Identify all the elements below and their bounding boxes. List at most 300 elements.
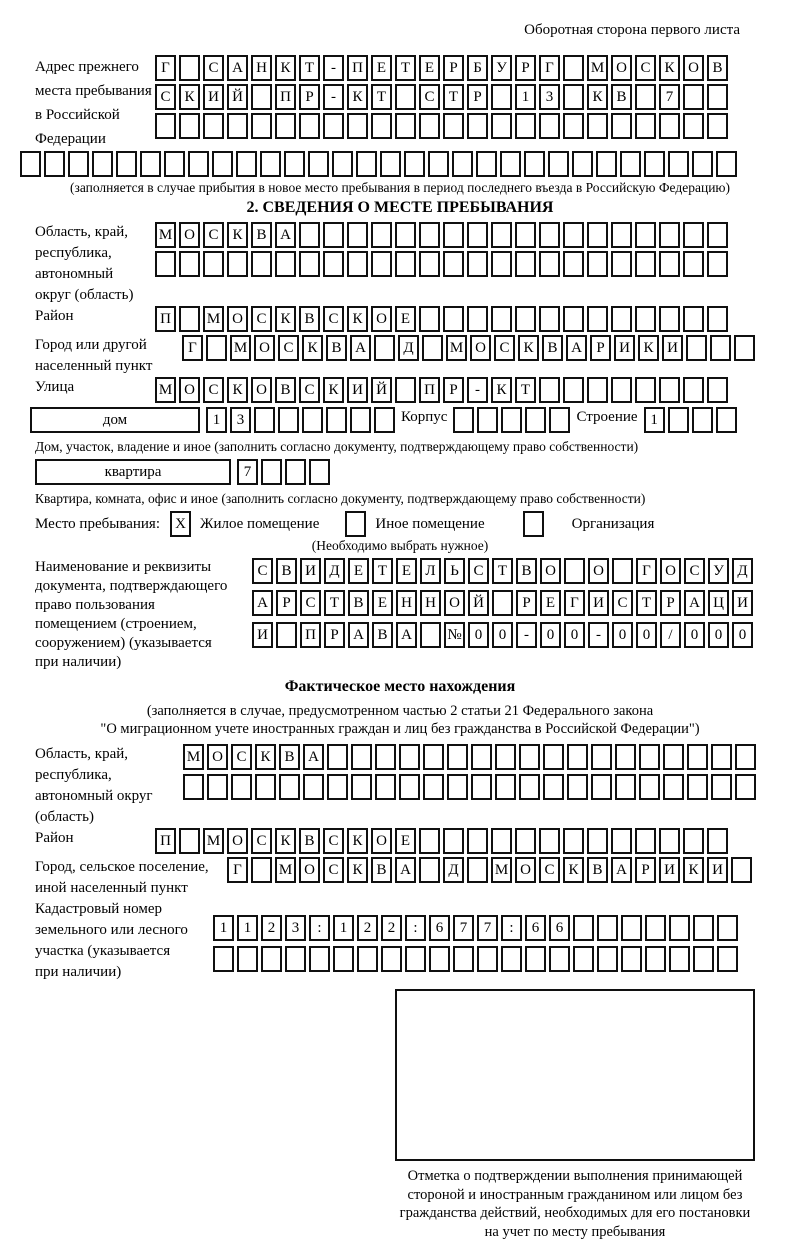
char-cell[interactable]: С	[300, 590, 321, 616]
char-cell[interactable]: №	[444, 622, 465, 648]
char-cell[interactable]: О	[540, 558, 561, 584]
char-cell[interactable]	[491, 84, 512, 110]
char-cell[interactable]: О	[227, 306, 248, 332]
char-cell[interactable]	[420, 622, 441, 648]
char-cell[interactable]	[443, 251, 464, 277]
char-cell[interactable]	[716, 151, 737, 177]
char-cell[interactable]	[693, 915, 714, 941]
char-cell[interactable]: В	[251, 222, 272, 248]
char-cell[interactable]: 0	[612, 622, 633, 648]
char-cell[interactable]	[491, 222, 512, 248]
char-cell[interactable]	[683, 113, 704, 139]
char-cell[interactable]: С	[203, 55, 224, 81]
char-cell[interactable]	[639, 774, 660, 800]
char-cell[interactable]	[669, 915, 690, 941]
char-cell[interactable]: П	[347, 55, 368, 81]
char-cell[interactable]: С	[203, 222, 224, 248]
char-cell[interactable]: К	[491, 377, 512, 403]
char-cell[interactable]: -	[516, 622, 537, 648]
char-cell[interactable]: -	[323, 55, 344, 81]
char-cell[interactable]: К	[518, 335, 539, 361]
char-cell[interactable]	[659, 828, 680, 854]
char-cell[interactable]: 1	[515, 84, 536, 110]
char-cell[interactable]	[707, 222, 728, 248]
char-cell[interactable]	[212, 151, 233, 177]
char-cell[interactable]	[179, 55, 200, 81]
char-cell[interactable]	[563, 377, 584, 403]
char-cell[interactable]	[683, 251, 704, 277]
char-cell[interactable]: Т	[443, 84, 464, 110]
char-cell[interactable]: Р	[443, 55, 464, 81]
char-cell[interactable]	[279, 774, 300, 800]
char-cell[interactable]	[276, 622, 297, 648]
char-cell[interactable]	[591, 744, 612, 770]
char-cell[interactable]: М	[155, 377, 176, 403]
char-cell[interactable]: 0	[708, 622, 729, 648]
char-cell[interactable]: Р	[515, 55, 536, 81]
char-cell[interactable]: С	[203, 377, 224, 403]
char-cell[interactable]: И	[252, 622, 273, 648]
char-cell[interactable]	[491, 113, 512, 139]
char-cell[interactable]: Г	[539, 55, 560, 81]
char-cell[interactable]	[20, 151, 41, 177]
char-cell[interactable]	[467, 857, 488, 883]
char-cell[interactable]	[710, 335, 731, 361]
char-cell[interactable]	[395, 377, 416, 403]
char-cell[interactable]	[203, 251, 224, 277]
char-cell[interactable]	[332, 151, 353, 177]
char-cell[interactable]	[563, 828, 584, 854]
char-cell[interactable]: Т	[395, 55, 416, 81]
char-cell[interactable]	[539, 222, 560, 248]
char-cell[interactable]: С	[231, 744, 252, 770]
char-cell[interactable]	[707, 377, 728, 403]
char-cell[interactable]: С	[278, 335, 299, 361]
char-cell[interactable]: Д	[398, 335, 419, 361]
char-cell[interactable]: И	[659, 857, 680, 883]
char-cell[interactable]	[371, 251, 392, 277]
char-cell[interactable]	[308, 151, 329, 177]
char-cell[interactable]	[443, 306, 464, 332]
char-cell[interactable]: 7	[237, 459, 258, 485]
char-cell[interactable]	[635, 251, 656, 277]
char-cell[interactable]	[621, 946, 642, 972]
char-cell[interactable]: В	[516, 558, 537, 584]
char-cell[interactable]: 1	[644, 407, 665, 433]
char-cell[interactable]: В	[275, 377, 296, 403]
char-cell[interactable]	[428, 151, 449, 177]
char-cell[interactable]	[404, 151, 425, 177]
char-cell[interactable]: И	[614, 335, 635, 361]
char-cell[interactable]: В	[276, 558, 297, 584]
house-type-box[interactable]: дом	[30, 407, 200, 433]
char-cell[interactable]	[717, 915, 738, 941]
char-cell[interactable]: О	[207, 744, 228, 770]
char-cell[interactable]	[347, 222, 368, 248]
char-cell[interactable]	[591, 774, 612, 800]
char-cell[interactable]	[477, 946, 498, 972]
char-cell[interactable]	[278, 407, 299, 433]
char-cell[interactable]	[683, 828, 704, 854]
char-cell[interactable]: В	[299, 828, 320, 854]
char-cell[interactable]	[635, 84, 656, 110]
char-cell[interactable]	[543, 774, 564, 800]
char-cell[interactable]: Е	[372, 590, 393, 616]
char-cell[interactable]: Г	[227, 857, 248, 883]
char-cell[interactable]: К	[275, 55, 296, 81]
char-cell[interactable]	[501, 946, 522, 972]
char-cell[interactable]	[596, 151, 617, 177]
char-cell[interactable]	[735, 744, 756, 770]
char-cell[interactable]	[597, 915, 618, 941]
char-cell[interactable]	[453, 407, 474, 433]
char-cell[interactable]	[333, 946, 354, 972]
char-cell[interactable]: М	[275, 857, 296, 883]
char-cell[interactable]: Р	[276, 590, 297, 616]
char-cell[interactable]: К	[227, 222, 248, 248]
char-cell[interactable]	[371, 113, 392, 139]
char-cell[interactable]	[92, 151, 113, 177]
checkbox-other-premises[interactable]	[345, 511, 366, 537]
char-cell[interactable]: С	[684, 558, 705, 584]
char-cell[interactable]	[563, 55, 584, 81]
char-cell[interactable]	[68, 151, 89, 177]
char-cell[interactable]	[285, 459, 306, 485]
char-cell[interactable]: Е	[396, 558, 417, 584]
char-cell[interactable]	[495, 744, 516, 770]
char-cell[interactable]: 3	[285, 915, 306, 941]
char-cell[interactable]	[492, 590, 513, 616]
char-cell[interactable]	[572, 151, 593, 177]
char-cell[interactable]	[687, 744, 708, 770]
char-cell[interactable]	[179, 828, 200, 854]
char-cell[interactable]: В	[348, 590, 369, 616]
char-cell[interactable]	[539, 306, 560, 332]
char-cell[interactable]	[188, 151, 209, 177]
checkbox-residential-premises[interactable]: X	[170, 511, 191, 537]
char-cell[interactable]: В	[542, 335, 563, 361]
char-cell[interactable]	[374, 335, 395, 361]
char-cell[interactable]: И	[300, 558, 321, 584]
char-cell[interactable]	[255, 774, 276, 800]
char-cell[interactable]	[707, 828, 728, 854]
char-cell[interactable]: Б	[467, 55, 488, 81]
char-cell[interactable]	[116, 151, 137, 177]
char-cell[interactable]: К	[275, 306, 296, 332]
char-cell[interactable]	[611, 377, 632, 403]
char-cell[interactable]: М	[491, 857, 512, 883]
char-cell[interactable]	[251, 251, 272, 277]
char-cell[interactable]	[443, 113, 464, 139]
char-cell[interactable]	[587, 828, 608, 854]
char-cell[interactable]	[251, 113, 272, 139]
char-cell[interactable]: М	[203, 828, 224, 854]
char-cell[interactable]: О	[470, 335, 491, 361]
char-cell[interactable]: К	[638, 335, 659, 361]
char-cell[interactable]: Е	[540, 590, 561, 616]
char-cell[interactable]	[731, 857, 752, 883]
char-cell[interactable]	[183, 774, 204, 800]
char-cell[interactable]: П	[419, 377, 440, 403]
char-cell[interactable]	[611, 113, 632, 139]
char-cell[interactable]	[251, 857, 272, 883]
char-cell[interactable]	[573, 915, 594, 941]
char-cell[interactable]: Р	[443, 377, 464, 403]
char-cell[interactable]	[395, 222, 416, 248]
char-cell[interactable]: А	[566, 335, 587, 361]
char-cell[interactable]: С	[323, 857, 344, 883]
char-cell[interactable]: 1	[213, 915, 234, 941]
char-cell[interactable]: Е	[419, 55, 440, 81]
char-cell[interactable]	[707, 113, 728, 139]
char-cell[interactable]: Е	[395, 306, 416, 332]
char-cell[interactable]	[500, 151, 521, 177]
char-cell[interactable]: 0	[732, 622, 753, 648]
char-cell[interactable]: А	[348, 622, 369, 648]
char-cell[interactable]	[302, 407, 323, 433]
char-cell[interactable]	[644, 151, 665, 177]
char-cell[interactable]	[467, 251, 488, 277]
char-cell[interactable]: О	[254, 335, 275, 361]
char-cell[interactable]: Р	[467, 84, 488, 110]
char-cell[interactable]	[645, 915, 666, 941]
char-cell[interactable]	[467, 828, 488, 854]
char-cell[interactable]	[615, 774, 636, 800]
char-cell[interactable]	[563, 251, 584, 277]
char-cell[interactable]: Е	[395, 828, 416, 854]
char-cell[interactable]: О	[371, 828, 392, 854]
char-cell[interactable]	[419, 113, 440, 139]
char-cell[interactable]: И	[588, 590, 609, 616]
char-cell[interactable]: К	[587, 84, 608, 110]
char-cell[interactable]	[351, 744, 372, 770]
char-cell[interactable]	[303, 774, 324, 800]
char-cell[interactable]	[275, 113, 296, 139]
char-cell[interactable]: 6	[549, 915, 570, 941]
char-cell[interactable]: О	[251, 377, 272, 403]
char-cell[interactable]	[347, 113, 368, 139]
char-cell[interactable]	[155, 251, 176, 277]
char-cell[interactable]: Г	[564, 590, 585, 616]
char-cell[interactable]	[659, 251, 680, 277]
char-cell[interactable]	[231, 774, 252, 800]
char-cell[interactable]: А	[303, 744, 324, 770]
char-cell[interactable]: Д	[324, 558, 345, 584]
char-cell[interactable]: П	[275, 84, 296, 110]
char-cell[interactable]	[692, 407, 713, 433]
char-cell[interactable]	[213, 946, 234, 972]
char-cell[interactable]: 3	[230, 407, 251, 433]
char-cell[interactable]: Д	[443, 857, 464, 883]
char-cell[interactable]: 0	[540, 622, 561, 648]
char-cell[interactable]	[423, 774, 444, 800]
char-cell[interactable]	[299, 113, 320, 139]
char-cell[interactable]	[323, 251, 344, 277]
char-cell[interactable]: П	[155, 306, 176, 332]
char-cell[interactable]	[587, 251, 608, 277]
char-cell[interactable]	[539, 377, 560, 403]
char-cell[interactable]	[539, 251, 560, 277]
char-cell[interactable]: К	[347, 306, 368, 332]
char-cell[interactable]: К	[227, 377, 248, 403]
char-cell[interactable]: М	[183, 744, 204, 770]
char-cell[interactable]: О	[227, 828, 248, 854]
char-cell[interactable]: Е	[348, 558, 369, 584]
char-cell[interactable]: Н	[396, 590, 417, 616]
char-cell[interactable]: Ц	[708, 590, 729, 616]
char-cell[interactable]	[515, 251, 536, 277]
char-cell[interactable]	[419, 251, 440, 277]
char-cell[interactable]: О	[611, 55, 632, 81]
char-cell[interactable]	[419, 828, 440, 854]
char-cell[interactable]: В	[587, 857, 608, 883]
char-cell[interactable]	[612, 558, 633, 584]
char-cell[interactable]	[548, 151, 569, 177]
char-cell[interactable]: А	[227, 55, 248, 81]
char-cell[interactable]: 3	[539, 84, 560, 110]
char-cell[interactable]	[563, 222, 584, 248]
char-cell[interactable]: Т	[371, 84, 392, 110]
char-cell[interactable]: М	[155, 222, 176, 248]
char-cell[interactable]	[467, 113, 488, 139]
char-cell[interactable]	[659, 113, 680, 139]
char-cell[interactable]	[299, 222, 320, 248]
char-cell[interactable]	[611, 828, 632, 854]
char-cell[interactable]	[323, 222, 344, 248]
char-cell[interactable]	[350, 407, 371, 433]
char-cell[interactable]: А	[396, 622, 417, 648]
char-cell[interactable]: А	[395, 857, 416, 883]
char-cell[interactable]	[519, 744, 540, 770]
char-cell[interactable]: У	[708, 558, 729, 584]
char-cell[interactable]	[206, 335, 227, 361]
char-cell[interactable]	[683, 377, 704, 403]
char-cell[interactable]: С	[155, 84, 176, 110]
char-cell[interactable]	[539, 113, 560, 139]
char-cell[interactable]: Г	[636, 558, 657, 584]
char-cell[interactable]	[683, 84, 704, 110]
char-cell[interactable]	[422, 335, 443, 361]
char-cell[interactable]: С	[299, 377, 320, 403]
char-cell[interactable]: Й	[468, 590, 489, 616]
char-cell[interactable]	[471, 744, 492, 770]
char-cell[interactable]	[687, 774, 708, 800]
char-cell[interactable]: У	[491, 55, 512, 81]
char-cell[interactable]	[380, 151, 401, 177]
char-cell[interactable]: С	[323, 306, 344, 332]
char-cell[interactable]	[635, 222, 656, 248]
char-cell[interactable]: 6	[429, 915, 450, 941]
char-cell[interactable]	[659, 306, 680, 332]
char-cell[interactable]: 1	[237, 915, 258, 941]
char-cell[interactable]	[563, 84, 584, 110]
char-cell[interactable]	[716, 407, 737, 433]
char-cell[interactable]	[587, 222, 608, 248]
char-cell[interactable]: К	[275, 828, 296, 854]
char-cell[interactable]	[683, 222, 704, 248]
char-cell[interactable]	[549, 407, 570, 433]
char-cell[interactable]: В	[299, 306, 320, 332]
char-cell[interactable]: Т	[372, 558, 393, 584]
char-cell[interactable]	[323, 113, 344, 139]
char-cell[interactable]	[491, 251, 512, 277]
char-cell[interactable]	[227, 251, 248, 277]
char-cell[interactable]: О	[179, 222, 200, 248]
char-cell[interactable]	[476, 151, 497, 177]
char-cell[interactable]	[405, 946, 426, 972]
char-cell[interactable]: В	[326, 335, 347, 361]
char-cell[interactable]: Й	[371, 377, 392, 403]
char-cell[interactable]: В	[371, 857, 392, 883]
char-cell[interactable]	[207, 774, 228, 800]
char-cell[interactable]: К	[683, 857, 704, 883]
char-cell[interactable]: С	[419, 84, 440, 110]
char-cell[interactable]	[711, 744, 732, 770]
char-cell[interactable]	[707, 251, 728, 277]
char-cell[interactable]	[668, 151, 689, 177]
char-cell[interactable]: П	[300, 622, 321, 648]
char-cell[interactable]	[419, 857, 440, 883]
char-cell[interactable]: -	[467, 377, 488, 403]
char-cell[interactable]: О	[683, 55, 704, 81]
char-cell[interactable]: К	[323, 377, 344, 403]
char-cell[interactable]: 6	[525, 915, 546, 941]
char-cell[interactable]	[524, 151, 545, 177]
char-cell[interactable]	[237, 946, 258, 972]
char-cell[interactable]: А	[684, 590, 705, 616]
char-cell[interactable]: К	[179, 84, 200, 110]
char-cell[interactable]: 1	[333, 915, 354, 941]
char-cell[interactable]	[285, 946, 306, 972]
char-cell[interactable]: О	[371, 306, 392, 332]
char-cell[interactable]	[734, 335, 755, 361]
char-cell[interactable]	[327, 774, 348, 800]
char-cell[interactable]: А	[275, 222, 296, 248]
char-cell[interactable]	[587, 113, 608, 139]
char-cell[interactable]	[635, 828, 656, 854]
char-cell[interactable]: В	[279, 744, 300, 770]
char-cell[interactable]	[693, 946, 714, 972]
char-cell[interactable]	[735, 774, 756, 800]
char-cell[interactable]	[203, 113, 224, 139]
char-cell[interactable]	[140, 151, 161, 177]
char-cell[interactable]	[663, 774, 684, 800]
char-cell[interactable]: О	[515, 857, 536, 883]
char-cell[interactable]: Т	[515, 377, 536, 403]
char-cell[interactable]	[260, 151, 281, 177]
char-cell[interactable]: Р	[324, 622, 345, 648]
char-cell[interactable]	[659, 377, 680, 403]
char-cell[interactable]	[711, 774, 732, 800]
char-cell[interactable]	[683, 306, 704, 332]
char-cell[interactable]: Е	[371, 55, 392, 81]
char-cell[interactable]	[395, 251, 416, 277]
char-cell[interactable]: 0	[636, 622, 657, 648]
char-cell[interactable]: О	[299, 857, 320, 883]
char-cell[interactable]	[620, 151, 641, 177]
char-cell[interactable]	[375, 774, 396, 800]
char-cell[interactable]: Г	[182, 335, 203, 361]
char-cell[interactable]: С	[252, 558, 273, 584]
char-cell[interactable]	[423, 744, 444, 770]
char-cell[interactable]: Т	[636, 590, 657, 616]
char-cell[interactable]: И	[732, 590, 753, 616]
char-cell[interactable]: В	[611, 84, 632, 110]
char-cell[interactable]	[477, 407, 498, 433]
char-cell[interactable]	[309, 946, 330, 972]
char-cell[interactable]	[635, 377, 656, 403]
char-cell[interactable]	[347, 251, 368, 277]
